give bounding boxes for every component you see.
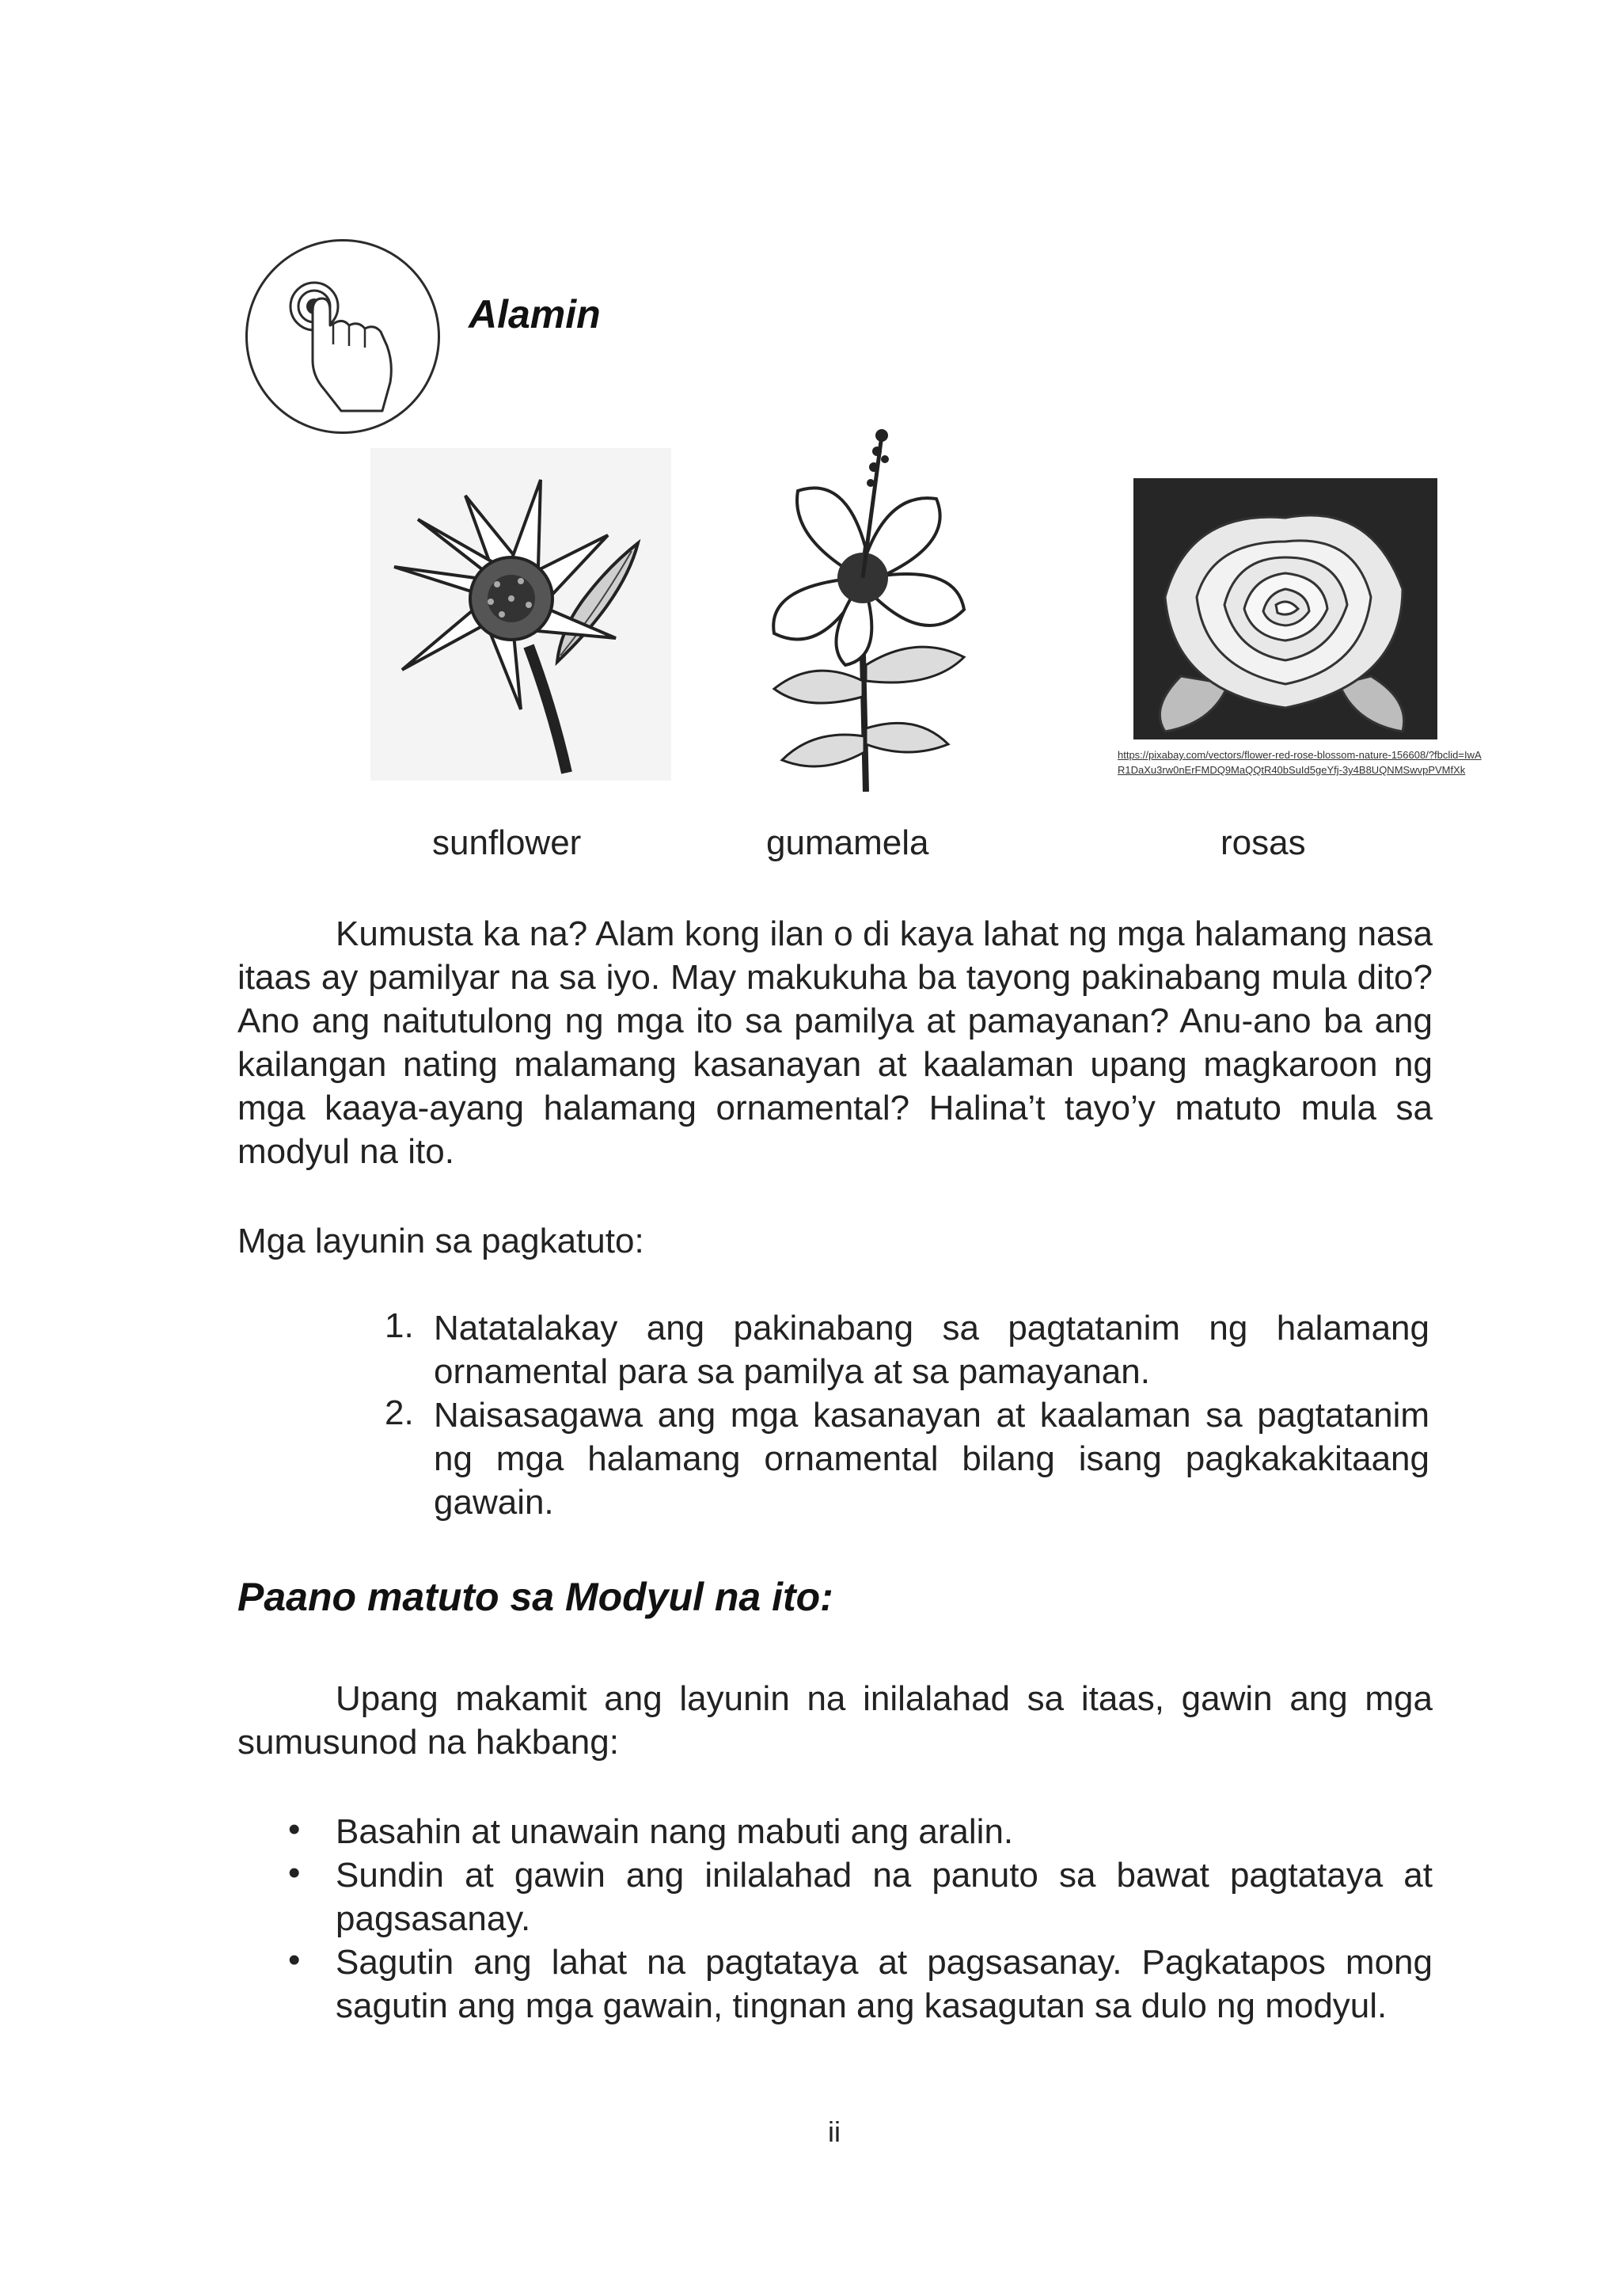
caption-rosas: rosas bbox=[1220, 823, 1306, 862]
tap-hand-icon bbox=[245, 239, 440, 434]
hibiscus-drawing bbox=[727, 420, 996, 792]
page-number: ii bbox=[828, 2115, 841, 2148]
objectives-heading: Mga layunin sa pagkatuto: bbox=[237, 1222, 644, 1260]
step-item: Basahin at unawain nang mabuti ang aralin. bbox=[336, 1812, 1014, 1851]
sunflower-drawing bbox=[370, 448, 671, 781]
objective-item: Naisasagawa ang mga kasanayan at kaalaman sa pagtatanim ng mga halamang ornamental bilang isang pagkakakitaang gawain. bbox=[434, 1396, 1429, 1522]
bullet-icon: • bbox=[288, 1810, 301, 1849]
step-item: Sundin at gawin ang inilalahad na panuto sa bawat pagtataya at pagsasanay. bbox=[336, 1856, 1433, 1938]
how-to-intro-text: Upang makamit ang layunin na inilalahad sa itaas, gawin ang mga sumusunod na hakbang: bbox=[237, 1679, 1433, 1762]
section-title: Alamin bbox=[469, 292, 601, 336]
intro-paragraph bbox=[237, 912, 1433, 1173]
how-to-heading: Paano matuto sa Modyul na ito: bbox=[237, 1575, 833, 1619]
objective-number: 1. bbox=[385, 1306, 414, 1345]
how-to-intro bbox=[237, 1677, 1433, 1764]
objective-number: 2. bbox=[385, 1393, 414, 1432]
intro-paragraph-text: Kumusta ka na? Alam kong ilan o di kaya lahat ng mga halamang nasa itaas ay pamilyar na sa iyo. May makukuha ba tayong pakinabang mula dito? Ano ang naitutulong ng mga ito sa pamilya at pamayanan? Anu-ano ba ang kailangan nating malamang kasanayan at kaalaman upang magkaroon ng mga kaaya-ayang halamang ornamental? Halina’t tayo’y matuto mula sa modyul na ito. bbox=[237, 914, 1433, 1171]
caption-sunflower: sunflower bbox=[432, 823, 582, 862]
rose-image bbox=[1133, 478, 1437, 739]
bullet-icon: • bbox=[288, 1853, 301, 1892]
image-source-url[interactable]: https://pixabay.com/vectors/flower-red-rose-blossom-nature-156608/?fbclid=IwAR1DaXu3rw0nErFMDQ9MaQQtR40bSuId5geYfj-3y4B8UQNMSwvpPVMfXk bbox=[1118, 749, 1482, 776]
bullet-icon: • bbox=[288, 1941, 301, 1979]
step-item: Sagutin ang lahat na pagtataya at pagsasanay. Pagkatapos mong sagutin ang mga gawain, tingnan ang kasagutan sa dulo ng modyul. bbox=[336, 1943, 1433, 2025]
caption-gumamela: gumamela bbox=[766, 823, 929, 862]
objective-item: Natatalakay ang pakinabang sa pagtatanim ng halamang ornamental para sa pamilya at sa pamayanan. bbox=[434, 1309, 1429, 1391]
